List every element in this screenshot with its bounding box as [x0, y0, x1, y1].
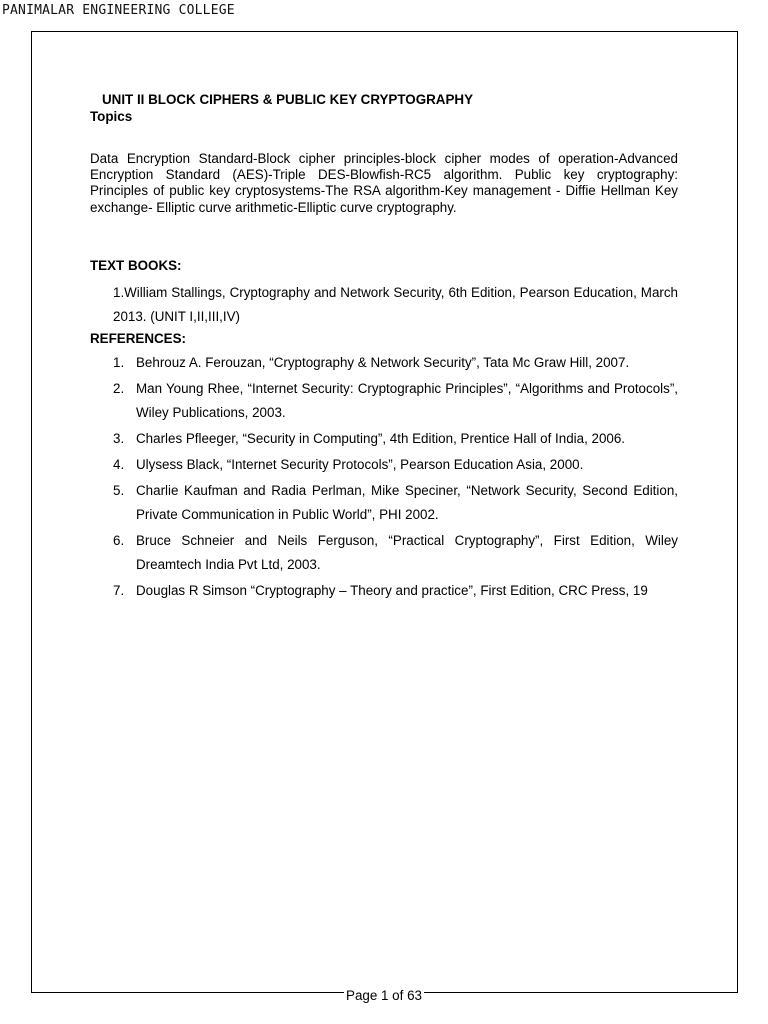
- topics-label: Topics: [90, 109, 133, 124]
- reference-text: Bruce Schneier and Neils Ferguson, “Practical Cryptography”, First Edition, Wiley Dreamtech India Pvt Ltd, 2003.: [136, 533, 678, 572]
- reference-number: 3.: [113, 431, 125, 446]
- reference-item-4: [113, 453, 678, 477]
- institution-header: PANIMALAR ENGINEERING COLLEGE: [2, 3, 235, 18]
- unit-title: UNIT II BLOCK CIPHERS & PUBLIC KEY CRYPTOGRAPHY: [102, 92, 474, 107]
- reference-number: 5.: [113, 483, 125, 498]
- references-list: [113, 351, 678, 605]
- reference-text: Charlie Kaufman and Radia Perlman, Mike Speciner, “Network Security, Second Edition, Private Communication in Public World”, PHI 2002.: [136, 483, 678, 522]
- reference-number: 1.: [113, 355, 125, 370]
- page-number: Page 1 of 63: [346, 988, 422, 1003]
- reference-item-1: [113, 351, 678, 375]
- reference-number: 2.: [113, 381, 125, 396]
- reference-number: 7.: [113, 583, 125, 598]
- topics-paragraph: Data Encryption Standard-Block cipher principles-block cipher modes of operation-Advanced Encryption Standard (AES)-Triple DES-Blowfish-RC5 algorithm. Public key cryptography: Principles of public key cryptosystems-The RSA algorithm-Key management - Diffie Hellman Key exchange- Elliptic curve arithmetic-Elliptic curve cryptography.: [90, 151, 678, 215]
- text-books-heading: TEXT BOOKS:: [90, 258, 182, 273]
- reference-item-2: [113, 377, 678, 425]
- reference-item-7: [113, 579, 678, 603]
- reference-item-5: [113, 479, 678, 527]
- page-footer: [0, 988, 768, 1003]
- reference-text: Ulysess Black, “Internet Security Protocols”, Pearson Education Asia, 2000.: [136, 457, 584, 472]
- reference-number: 6.: [113, 533, 125, 548]
- references-heading: REFERENCES:: [90, 331, 186, 346]
- reference-text: Charles Pfleeger, “Security in Computing”, 4th Edition, Prentice Hall of India, 2006.: [136, 431, 626, 446]
- text-book-item: 1.William Stallings, Cryptography and Network Security, 6th Edition, Pearson Education, March 2013. (UNIT I,II,III,IV): [113, 285, 678, 324]
- reference-text: Behrouz A. Ferouzan, “Cryptography & Network Security”, Tata Mc Graw Hill, 2007.: [136, 355, 630, 370]
- reference-text: Douglas R Simson “Cryptography – Theory and practice”, First Edition, CRC Press, 19: [136, 583, 648, 598]
- reference-item-6: [113, 529, 678, 577]
- reference-item-3: [113, 427, 678, 451]
- reference-number: 4.: [113, 457, 125, 472]
- reference-text: Man Young Rhee, “Internet Security: Cryptographic Principles”, “Algorithms and Protocols”, Wiley Publications, 2003.: [136, 381, 678, 420]
